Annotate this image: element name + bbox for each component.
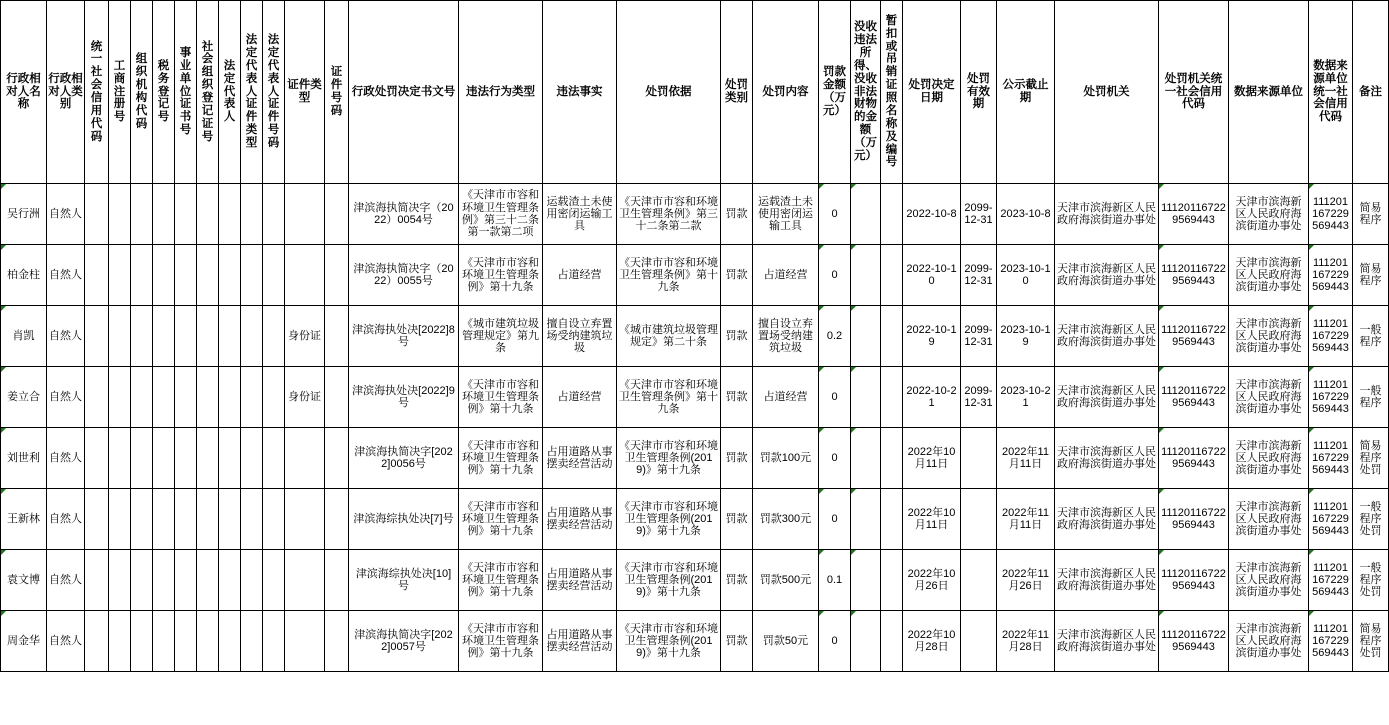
cell-violation_fact: 占用道路从事摆卖经营活动 (543, 428, 617, 489)
cell-penalty_category: 罚款 (721, 184, 753, 245)
cell-authority_credit_code: 111201167229569443 (1159, 428, 1229, 489)
cell-legal_rep_cert_no (263, 489, 285, 550)
cell-type: 自然人 (47, 245, 85, 306)
column-header-violation_type: 违法行为类型 (459, 1, 543, 184)
cell-source_unit: 天津市滨海新区人民政府海滨街道办事处 (1229, 550, 1309, 611)
cell-source_unit_credit_code: 111201167229569443 (1309, 367, 1353, 428)
cell-decision_date: 2022-10-21 (903, 367, 961, 428)
cell-source_unit_credit_code: 111201167229569443 (1309, 550, 1353, 611)
cell-authority: 天津市滨海新区人民政府海滨街道办事处 (1055, 428, 1159, 489)
column-header-remark: 备注 (1353, 1, 1389, 184)
cell-tax_reg (153, 611, 175, 672)
column-header-legal_rep_cert_no: 法定代表人证件号码 (263, 1, 285, 184)
cell-cert_type (285, 550, 325, 611)
cell-decision_date: 2022-10-8 (903, 184, 961, 245)
cell-remark: 简易程序处罚 (1353, 428, 1389, 489)
column-header-org_code: 组织机构代码 (131, 1, 153, 184)
cell-valid_period (961, 611, 997, 672)
cell-remark: 简易程序 (1353, 184, 1389, 245)
cell-legal_rep_cert_no (263, 428, 285, 489)
cell-fine_amount: 0 (819, 428, 851, 489)
cell-authority_credit_code: 111201167229569443 (1159, 245, 1229, 306)
cell-suspend_cert (881, 306, 903, 367)
column-header-institution_cert: 事业单位证书号 (175, 1, 197, 184)
column-header-confiscate_amount: 没收违法所得、没收非法财物的金额（万元） (851, 1, 881, 184)
cell-cert_type (285, 611, 325, 672)
cell-doc_no: 津滨海执处决[2022]9号 (349, 367, 459, 428)
cell-publish_deadline: 2022年11月26日 (997, 550, 1055, 611)
cell-remark: 一般程序处罚 (1353, 489, 1389, 550)
cell-fine_amount: 0.1 (819, 550, 851, 611)
cell-source_unit: 天津市滨海新区人民政府海滨街道办事处 (1229, 489, 1309, 550)
cell-org_code (131, 428, 153, 489)
cell-penalty_category: 罚款 (721, 367, 753, 428)
cell-institution_cert (175, 306, 197, 367)
cell-authority: 天津市滨海新区人民政府海滨街道办事处 (1055, 306, 1159, 367)
cell-suspend_cert (881, 550, 903, 611)
cell-cert_type (285, 489, 325, 550)
cell-business_reg (109, 550, 131, 611)
cell-social_org_reg (197, 306, 219, 367)
cell-remark: 简易程序 (1353, 245, 1389, 306)
cell-authority: 天津市滨海新区人民政府海滨街道办事处 (1055, 611, 1159, 672)
cell-source_unit_credit_code: 111201167229569443 (1309, 428, 1353, 489)
cell-business_reg (109, 306, 131, 367)
cell-tax_reg (153, 489, 175, 550)
cell-legal_rep (219, 489, 241, 550)
cell-legal_rep_cert_type (241, 611, 263, 672)
column-header-violation_fact: 违法事实 (543, 1, 617, 184)
cell-legal_rep_cert_no (263, 184, 285, 245)
column-header-valid_period: 处罚有效期 (961, 1, 997, 184)
cell-doc_no: 津滨海执处决[2022]8号 (349, 306, 459, 367)
cell-cert_no (325, 184, 349, 245)
cell-violation_fact: 占用道路从事摆卖经营活动 (543, 611, 617, 672)
table-row (1, 184, 1389, 245)
cell-decision_date: 2022-10-10 (903, 245, 961, 306)
cell-source_unit: 天津市滨海新区人民政府海滨街道办事处 (1229, 184, 1309, 245)
column-header-type: 行政相对人类别 (47, 1, 85, 184)
cell-legal_rep (219, 428, 241, 489)
cell-source_unit: 天津市滨海新区人民政府海滨街道办事处 (1229, 428, 1309, 489)
table-header-row (1, 1, 1389, 184)
cell-org_code (131, 245, 153, 306)
cell-penalty_basis: 《天津市市容和环境卫生管理条例》第十九条 (617, 367, 721, 428)
cell-penalty_basis: 《天津市市容和环境卫生管理条例》第十九条 (617, 245, 721, 306)
cell-org_code (131, 550, 153, 611)
cell-source_unit_credit_code: 111201167229569443 (1309, 611, 1353, 672)
cell-remark: 一般程序处罚 (1353, 550, 1389, 611)
cell-cert_type (285, 428, 325, 489)
cell-legal_rep_cert_type (241, 489, 263, 550)
cell-penalty_content: 罚款500元 (753, 550, 819, 611)
column-header-suspend_cert: 暂扣或吊销证照名称及编号 (881, 1, 903, 184)
cell-penalty_content: 占道经营 (753, 245, 819, 306)
cell-tax_reg (153, 245, 175, 306)
cell-name: 刘世利 (1, 428, 47, 489)
cell-credit_code (85, 367, 109, 428)
cell-publish_deadline: 2023-10-19 (997, 306, 1055, 367)
cell-valid_period (961, 550, 997, 611)
cell-legal_rep (219, 367, 241, 428)
cell-authority_credit_code: 111201167229569443 (1159, 306, 1229, 367)
cell-decision_date: 2022年10月11日 (903, 489, 961, 550)
cell-suspend_cert (881, 489, 903, 550)
cell-suspend_cert (881, 367, 903, 428)
cell-cert_no (325, 306, 349, 367)
cell-violation_fact: 占用道路从事摆卖经营活动 (543, 550, 617, 611)
cell-publish_deadline: 2022年11月11日 (997, 489, 1055, 550)
cell-decision_date: 2022年10月28日 (903, 611, 961, 672)
cell-violation_fact: 占道经营 (543, 245, 617, 306)
cell-business_reg (109, 184, 131, 245)
column-header-name: 行政相对人名称 (1, 1, 47, 184)
column-header-authority_credit_code: 处罚机关统一社会信用代码 (1159, 1, 1229, 184)
cell-legal_rep_cert_no (263, 306, 285, 367)
cell-institution_cert (175, 367, 197, 428)
cell-confiscate_amount (851, 489, 881, 550)
cell-name: 吴行洲 (1, 184, 47, 245)
cell-authority_credit_code: 111201167229569443 (1159, 367, 1229, 428)
cell-credit_code (85, 184, 109, 245)
table-row (1, 306, 1389, 367)
column-header-legal_rep_cert_type: 法定代表人证件类型 (241, 1, 263, 184)
cell-violation_fact: 擅自设立弃置场受纳建筑垃圾 (543, 306, 617, 367)
cell-confiscate_amount (851, 428, 881, 489)
column-header-penalty_basis: 处罚依据 (617, 1, 721, 184)
cell-tax_reg (153, 184, 175, 245)
cell-legal_rep (219, 184, 241, 245)
cell-name: 肖凯 (1, 306, 47, 367)
cell-name: 柏金柱 (1, 245, 47, 306)
cell-legal_rep_cert_no (263, 611, 285, 672)
cell-source_unit: 天津市滨海新区人民政府海滨街道办事处 (1229, 245, 1309, 306)
cell-fine_amount: 0 (819, 489, 851, 550)
cell-business_reg (109, 611, 131, 672)
cell-source_unit_credit_code: 111201167229569443 (1309, 184, 1353, 245)
cell-violation_type: 《天津市市容和环境卫生管理条例》第十九条 (459, 550, 543, 611)
cell-institution_cert (175, 184, 197, 245)
cell-cert_no (325, 550, 349, 611)
cell-penalty_content: 占道经营 (753, 367, 819, 428)
cell-social_org_reg (197, 489, 219, 550)
cell-penalty_content: 罚款300元 (753, 489, 819, 550)
column-header-doc_no: 行政处罚决定书文号 (349, 1, 459, 184)
cell-publish_deadline: 2023-10-21 (997, 367, 1055, 428)
cell-credit_code (85, 428, 109, 489)
cell-tax_reg (153, 428, 175, 489)
cell-institution_cert (175, 611, 197, 672)
cell-valid_period: 2099-12-31 (961, 184, 997, 245)
cell-penalty_category: 罚款 (721, 306, 753, 367)
table-row (1, 245, 1389, 306)
cell-type: 自然人 (47, 306, 85, 367)
cell-org_code (131, 367, 153, 428)
cell-violation_type: 《天津市市容和环境卫生管理条例》第十九条 (459, 245, 543, 306)
table-row (1, 611, 1389, 672)
table-row (1, 489, 1389, 550)
cell-cert_type: 身份证 (285, 306, 325, 367)
cell-fine_amount: 0 (819, 611, 851, 672)
cell-legal_rep (219, 306, 241, 367)
column-header-tax_reg: 税务登记号 (153, 1, 175, 184)
cell-remark: 一般程序 (1353, 306, 1389, 367)
cell-decision_date: 2022年10月26日 (903, 550, 961, 611)
cell-type: 自然人 (47, 367, 85, 428)
cell-tax_reg (153, 550, 175, 611)
cell-source_unit: 天津市滨海新区人民政府海滨街道办事处 (1229, 306, 1309, 367)
cell-cert_no (325, 489, 349, 550)
cell-authority_credit_code: 111201167229569443 (1159, 550, 1229, 611)
cell-source_unit_credit_code: 111201167229569443 (1309, 489, 1353, 550)
cell-cert_type: 身份证 (285, 367, 325, 428)
cell-legal_rep_cert_type (241, 367, 263, 428)
cell-valid_period: 2099-12-31 (961, 306, 997, 367)
cell-fine_amount: 0.2 (819, 306, 851, 367)
cell-source_unit: 天津市滨海新区人民政府海滨街道办事处 (1229, 367, 1309, 428)
cell-decision_date: 2022年10月11日 (903, 428, 961, 489)
cell-fine_amount: 0 (819, 367, 851, 428)
cell-confiscate_amount (851, 184, 881, 245)
cell-name: 姜立合 (1, 367, 47, 428)
column-header-fine_amount: 罚款金额（万元） (819, 1, 851, 184)
cell-legal_rep_cert_no (263, 550, 285, 611)
cell-publish_deadline: 2023-10-10 (997, 245, 1055, 306)
cell-tax_reg (153, 306, 175, 367)
table-row (1, 428, 1389, 489)
cell-confiscate_amount (851, 245, 881, 306)
cell-source_unit_credit_code: 111201167229569443 (1309, 306, 1353, 367)
cell-institution_cert (175, 428, 197, 489)
column-header-legal_rep: 法定代表人 (219, 1, 241, 184)
cell-suspend_cert (881, 428, 903, 489)
cell-authority: 天津市滨海新区人民政府海滨街道办事处 (1055, 550, 1159, 611)
cell-legal_rep (219, 245, 241, 306)
cell-penalty_category: 罚款 (721, 245, 753, 306)
cell-social_org_reg (197, 550, 219, 611)
cell-institution_cert (175, 245, 197, 306)
cell-legal_rep_cert_no (263, 367, 285, 428)
cell-suspend_cert (881, 611, 903, 672)
cell-violation_type: 《天津市市容和环境卫生管理条例》第三十二条第一款第二项 (459, 184, 543, 245)
cell-legal_rep_cert_no (263, 245, 285, 306)
cell-publish_deadline: 2023-10-8 (997, 184, 1055, 245)
cell-org_code (131, 306, 153, 367)
cell-doc_no: 津滨海综执处决[10]号 (349, 550, 459, 611)
cell-name: 王新林 (1, 489, 47, 550)
cell-penalty_content: 罚款50元 (753, 611, 819, 672)
cell-penalty_basis: 《天津市市容和环境卫生管理条例(2019)》第十九条 (617, 550, 721, 611)
cell-name: 袁文博 (1, 550, 47, 611)
cell-legal_rep_cert_type (241, 306, 263, 367)
cell-confiscate_amount (851, 550, 881, 611)
cell-legal_rep_cert_type (241, 428, 263, 489)
cell-penalty_category: 罚款 (721, 611, 753, 672)
cell-doc_no: 津滨海综执处决[7]号 (349, 489, 459, 550)
cell-violation_fact: 占用道路从事摆卖经营活动 (543, 489, 617, 550)
cell-decision_date: 2022-10-19 (903, 306, 961, 367)
cell-cert_no (325, 611, 349, 672)
cell-type: 自然人 (47, 611, 85, 672)
column-header-source_unit: 数据来源单位 (1229, 1, 1309, 184)
cell-suspend_cert (881, 245, 903, 306)
cell-authority_credit_code: 111201167229569443 (1159, 184, 1229, 245)
cell-institution_cert (175, 550, 197, 611)
cell-credit_code (85, 245, 109, 306)
column-header-publish_deadline: 公示截止期 (997, 1, 1055, 184)
cell-credit_code (85, 611, 109, 672)
cell-type: 自然人 (47, 184, 85, 245)
cell-type: 自然人 (47, 489, 85, 550)
cell-violation_type: 《天津市市容和环境卫生管理条例》第十九条 (459, 367, 543, 428)
cell-remark: 一般程序 (1353, 367, 1389, 428)
cell-business_reg (109, 489, 131, 550)
table-row (1, 367, 1389, 428)
cell-penalty_category: 罚款 (721, 428, 753, 489)
cell-name: 周金华 (1, 611, 47, 672)
cell-org_code (131, 489, 153, 550)
cell-type: 自然人 (47, 550, 85, 611)
cell-penalty_content: 擅自设立弃置场受纳建筑垃圾 (753, 306, 819, 367)
cell-fine_amount: 0 (819, 184, 851, 245)
cell-penalty_basis: 《天津市市容和环境卫生管理条例(2019)》第十九条 (617, 428, 721, 489)
cell-doc_no: 津滨海执简决字（2022）0055号 (349, 245, 459, 306)
cell-doc_no: 津滨海执简决字[2022]0056号 (349, 428, 459, 489)
cell-doc_no: 津滨海执简决字（2022）0054号 (349, 184, 459, 245)
cell-org_code (131, 611, 153, 672)
cell-cert_no (325, 245, 349, 306)
cell-remark: 简易程序处罚 (1353, 611, 1389, 672)
cell-penalty_basis: 《天津市市容和环境卫生管理条例》第三十二条第二款 (617, 184, 721, 245)
cell-publish_deadline: 2022年11月28日 (997, 611, 1055, 672)
cell-confiscate_amount (851, 306, 881, 367)
cell-legal_rep_cert_type (241, 550, 263, 611)
cell-source_unit_credit_code: 111201167229569443 (1309, 245, 1353, 306)
cell-social_org_reg (197, 611, 219, 672)
cell-suspend_cert (881, 184, 903, 245)
column-header-authority: 处罚机关 (1055, 1, 1159, 184)
cell-business_reg (109, 367, 131, 428)
cell-penalty_basis: 《天津市市容和环境卫生管理条例(2019)》第十九条 (617, 489, 721, 550)
cell-valid_period: 2099-12-31 (961, 245, 997, 306)
cell-legal_rep (219, 550, 241, 611)
column-header-penalty_content: 处罚内容 (753, 1, 819, 184)
cell-authority: 天津市滨海新区人民政府海滨街道办事处 (1055, 184, 1159, 245)
column-header-cert_type: 证件类型 (285, 1, 325, 184)
column-header-social_org_reg: 社会组织登记证号 (197, 1, 219, 184)
cell-credit_code (85, 489, 109, 550)
cell-penalty_basis: 《天津市市容和环境卫生管理条例(2019)》第十九条 (617, 611, 721, 672)
cell-penalty_basis: 《城市建筑垃圾管理规定》第二十条 (617, 306, 721, 367)
cell-confiscate_amount (851, 611, 881, 672)
cell-fine_amount: 0 (819, 245, 851, 306)
cell-authority: 天津市滨海新区人民政府海滨街道办事处 (1055, 245, 1159, 306)
cell-authority: 天津市滨海新区人民政府海滨街道办事处 (1055, 489, 1159, 550)
cell-cert_no (325, 367, 349, 428)
cell-penalty_content: 运载渣土未使用密闭运输工具 (753, 184, 819, 245)
cell-credit_code (85, 550, 109, 611)
cell-authority_credit_code: 111201167229569443 (1159, 611, 1229, 672)
cell-violation_type: 《天津市市容和环境卫生管理条例》第十九条 (459, 428, 543, 489)
cell-penalty_category: 罚款 (721, 550, 753, 611)
cell-authority: 天津市滨海新区人民政府海滨街道办事处 (1055, 367, 1159, 428)
cell-doc_no: 津滨海执简决字[2022]0057号 (349, 611, 459, 672)
column-header-business_reg: 工商注册号 (109, 1, 131, 184)
cell-authority_credit_code: 111201167229569443 (1159, 489, 1229, 550)
column-header-penalty_category: 处罚类别 (721, 1, 753, 184)
cell-business_reg (109, 428, 131, 489)
cell-legal_rep_cert_type (241, 184, 263, 245)
cell-violation_type: 《天津市市容和环境卫生管理条例》第十九条 (459, 489, 543, 550)
cell-confiscate_amount (851, 367, 881, 428)
cell-social_org_reg (197, 245, 219, 306)
cell-cert_no (325, 428, 349, 489)
cell-cert_type (285, 245, 325, 306)
column-header-source_unit_credit_code: 数据来源单位统一社会信用代码 (1309, 1, 1353, 184)
cell-legal_rep (219, 611, 241, 672)
cell-valid_period: 2099-12-31 (961, 367, 997, 428)
cell-institution_cert (175, 489, 197, 550)
cell-violation_type: 《天津市市容和环境卫生管理条例》第十九条 (459, 611, 543, 672)
cell-social_org_reg (197, 428, 219, 489)
cell-source_unit: 天津市滨海新区人民政府海滨街道办事处 (1229, 611, 1309, 672)
cell-cert_type (285, 184, 325, 245)
cell-tax_reg (153, 367, 175, 428)
cell-social_org_reg (197, 367, 219, 428)
table-body (1, 184, 1389, 672)
cell-publish_deadline: 2022年11月11日 (997, 428, 1055, 489)
cell-valid_period (961, 428, 997, 489)
cell-social_org_reg (197, 184, 219, 245)
table-header (1, 1, 1389, 184)
cell-org_code (131, 184, 153, 245)
cell-credit_code (85, 306, 109, 367)
cell-violation_fact: 运载渣土未使用密闭运输工具 (543, 184, 617, 245)
cell-type: 自然人 (47, 428, 85, 489)
column-header-decision_date: 处罚决定日期 (903, 1, 961, 184)
column-header-cert_no: 证件号码 (325, 1, 349, 184)
cell-violation_type: 《城市建筑垃圾管理规定》第九条 (459, 306, 543, 367)
cell-legal_rep_cert_type (241, 245, 263, 306)
cell-valid_period (961, 489, 997, 550)
cell-penalty_content: 罚款100元 (753, 428, 819, 489)
cell-violation_fact: 占道经营 (543, 367, 617, 428)
cell-penalty_category: 罚款 (721, 489, 753, 550)
cell-business_reg (109, 245, 131, 306)
column-header-credit_code: 统一社会信用代码 (85, 1, 109, 184)
table-row (1, 550, 1389, 611)
